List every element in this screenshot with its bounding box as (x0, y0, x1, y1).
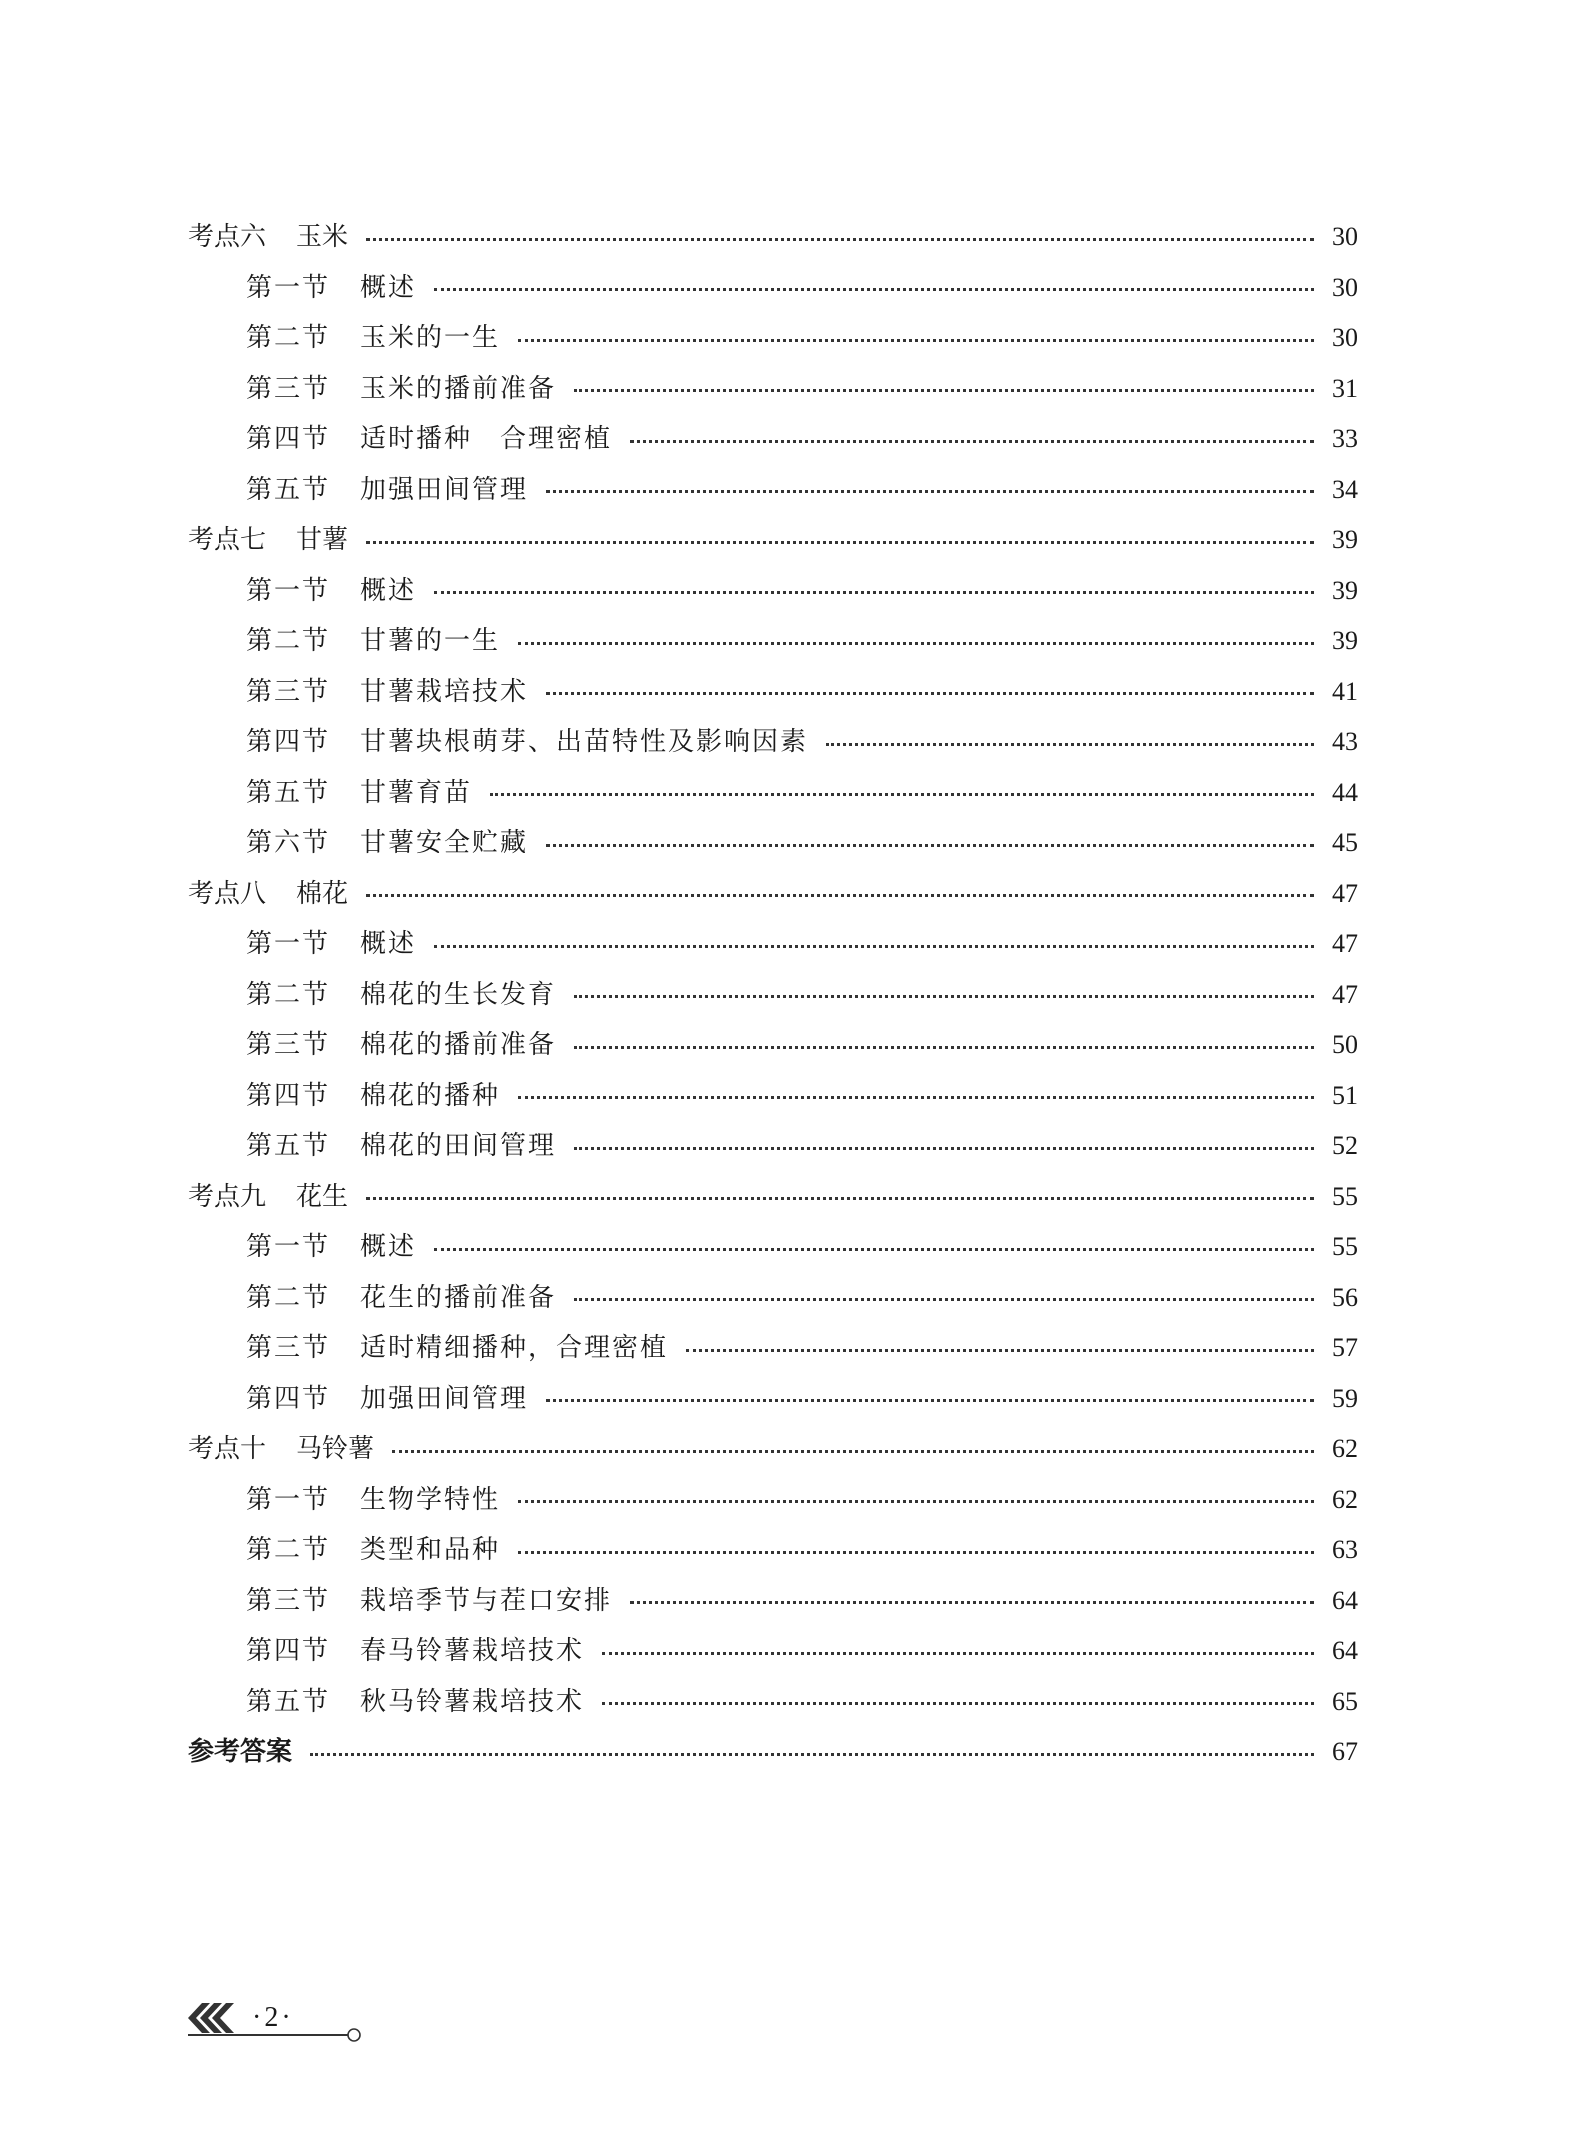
toc-page-number: 41 (1332, 676, 1358, 706)
toc-entry-title: 加强田间管理 (360, 1383, 529, 1414)
toc-entry-title: 花生的播前准备 (360, 1282, 557, 1313)
toc-entry-title: 加强田间管理 (360, 474, 529, 505)
toc-section-row[interactable] (188, 1020, 1358, 1071)
dot-leader (546, 692, 1314, 695)
toc-section-row[interactable] (188, 1576, 1358, 1627)
toc-entry-title: 马铃薯 (296, 1434, 375, 1465)
dot-leader (366, 894, 1314, 897)
toc-entry-title: 甘薯块根萌芽、出苗特性及影响因素 (360, 727, 809, 758)
toc-entry-number: 第四节 (246, 424, 331, 455)
dot-leader (366, 1197, 1314, 1200)
toc-section-row[interactable] (188, 768, 1358, 819)
toc-page-number: 39 (1332, 626, 1358, 656)
toc-entry-number: 第四节 (246, 1080, 331, 1111)
toc-chapter-row[interactable] (188, 212, 1358, 263)
dot-leader (546, 1399, 1314, 1402)
toc-section-row[interactable] (188, 313, 1358, 364)
toc-entry-title: 概述 (360, 929, 417, 960)
dot-leader (518, 339, 1314, 342)
toc-section-row[interactable] (188, 1475, 1358, 1526)
toc-entry-title: 概述 (360, 272, 417, 303)
toc-page-number: 44 (1332, 777, 1358, 807)
toc-section-row[interactable] (188, 1626, 1358, 1677)
toc-section-row[interactable] (188, 970, 1358, 1021)
toc-section-row[interactable] (188, 1374, 1358, 1425)
toc-entry-title: 甘薯安全贮藏 (360, 828, 529, 859)
toc-page-number: 57 (1332, 1333, 1358, 1363)
toc-section-row[interactable] (188, 364, 1358, 415)
toc-page-number: 47 (1332, 979, 1358, 1009)
toc-page-number: 67 (1332, 1737, 1358, 1767)
toc-entry-number: 第四节 (246, 727, 331, 758)
toc-entry-number: 第五节 (246, 1686, 331, 1717)
toc-section-row[interactable] (188, 1677, 1358, 1728)
toc-page-number: 43 (1332, 727, 1358, 757)
toc-entry-title: 秋马铃薯栽培技术 (360, 1686, 585, 1717)
page-footer (188, 1998, 294, 2038)
toc-page-number: 56 (1332, 1282, 1358, 1312)
toc-entry-number: 第六节 (246, 828, 331, 859)
dot-leader (630, 1601, 1314, 1604)
dot-leader (518, 642, 1314, 645)
dot-leader (574, 1147, 1314, 1150)
toc-entry-number: 第二节 (246, 1282, 331, 1313)
toc-entry-number: 第二节 (246, 626, 331, 657)
toc-entry-number: 第四节 (246, 1636, 331, 1667)
toc-entry-title: 概述 (360, 575, 417, 606)
toc-section-row[interactable] (188, 263, 1358, 314)
dot-leader (574, 1046, 1314, 1049)
toc-entry-number: 第二节 (246, 979, 331, 1010)
toc-entry-number: 第五节 (246, 777, 331, 808)
toc-entry-number: 第三节 (246, 1585, 331, 1616)
dot-leader (518, 1551, 1314, 1554)
dot-leader (686, 1349, 1314, 1352)
toc-entry-title: 生物学特性 (360, 1484, 501, 1515)
toc-page-number: 31 (1332, 373, 1358, 403)
dot-leader (434, 1248, 1314, 1251)
page-number: ·2· (252, 2002, 294, 2033)
toc-section-row[interactable] (188, 1222, 1358, 1273)
toc-entry-number: 考点八 (188, 878, 267, 909)
toc-entry-title: 棉花 (296, 878, 349, 909)
toc-page-number: 55 (1332, 1232, 1358, 1262)
toc-section-row[interactable] (188, 1323, 1358, 1374)
toc-entry-number: 第三节 (246, 676, 331, 707)
toc-page-number: 52 (1332, 1131, 1358, 1161)
dot-leader (546, 490, 1314, 493)
toc-page-number: 33 (1332, 424, 1358, 454)
toc-entry-title: 棉花的播种 (360, 1080, 501, 1111)
toc-entry-number: 考点九 (188, 1181, 267, 1212)
toc-entry-title: 甘薯育苗 (360, 777, 473, 808)
toc-entry-title: 棉花的播前准备 (360, 1030, 557, 1061)
toc-entry-number: 考点七 (188, 525, 267, 556)
toc-entry-number: 第五节 (246, 474, 331, 505)
dot-leader (602, 1702, 1314, 1705)
toc-page-number: 34 (1332, 474, 1358, 504)
toc-entry-number: 第三节 (246, 1030, 331, 1061)
toc-entry-number: 第一节 (246, 1484, 331, 1515)
toc-page-number: 47 (1332, 878, 1358, 908)
toc-chapter-row[interactable] (188, 1172, 1358, 1223)
toc-page-number: 50 (1332, 1030, 1358, 1060)
dot-leader (630, 440, 1314, 443)
toc-section-row[interactable] (188, 1273, 1358, 1324)
dot-leader (392, 1450, 1314, 1453)
toc-entry-number: 考点六 (188, 222, 267, 253)
toc-entry-title: 玉米的播前准备 (360, 373, 557, 404)
toc-section-row[interactable] (188, 566, 1358, 617)
dot-leader (434, 288, 1314, 291)
dot-leader (490, 793, 1314, 796)
dot-leader (366, 238, 1314, 241)
toc-entry-number: 第三节 (246, 1333, 331, 1364)
toc-entry-number: 第一节 (246, 929, 331, 960)
toc-entry-number: 第一节 (246, 272, 331, 303)
toc-page-number: 59 (1332, 1383, 1358, 1413)
toc-section-row[interactable] (188, 1525, 1358, 1576)
toc-entry-title: 概述 (360, 1232, 417, 1263)
dot-leader (434, 591, 1314, 594)
toc-chapter-row[interactable] (188, 869, 1358, 920)
dot-leader (546, 844, 1314, 847)
toc-entry-title: 玉米 (296, 222, 349, 253)
toc-entry-title: 参考答案 (188, 1737, 293, 1768)
toc-page-number: 64 (1332, 1585, 1358, 1615)
toc-page-number: 30 (1332, 323, 1358, 353)
toc-chapter-row[interactable] (188, 515, 1358, 566)
toc-entry-number: 第二节 (246, 323, 331, 354)
toc-entry-number: 第四节 (246, 1383, 331, 1414)
toc-entry-title: 适时精细播种，合理密植 (360, 1333, 669, 1364)
toc-entry-title: 类型和品种 (360, 1535, 501, 1566)
toc-section-row[interactable] (188, 717, 1358, 768)
toc-section-row[interactable] (188, 667, 1358, 718)
toc-entry-title: 栽培季节与茬口安排 (360, 1585, 613, 1616)
toc-page-number: 65 (1332, 1686, 1358, 1716)
toc-page-number: 30 (1332, 272, 1358, 302)
toc-section-row[interactable] (188, 616, 1358, 667)
dot-leader (518, 1096, 1314, 1099)
toc-page-number: 62 (1332, 1434, 1358, 1464)
toc-page-number: 64 (1332, 1636, 1358, 1666)
toc-chapter-row[interactable] (188, 1424, 1358, 1475)
toc-entry-number: 第五节 (246, 1131, 331, 1162)
dot-leader (310, 1753, 1314, 1756)
toc-entry-title: 花生 (296, 1181, 349, 1212)
toc-entry-title: 适时播种 合理密植 (360, 424, 613, 455)
footer-rule (188, 2034, 348, 2036)
toc-entry-title: 甘薯的一生 (360, 626, 501, 657)
toc-entry-number: 第三节 (246, 373, 331, 404)
toc-entry-title: 甘薯 (296, 525, 349, 556)
toc-section-row[interactable] (188, 465, 1358, 516)
toc-section-row[interactable] (188, 414, 1358, 465)
dot-leader (574, 1298, 1314, 1301)
dot-leader (826, 743, 1314, 746)
dot-leader (366, 541, 1314, 544)
toc-entry-number: 第一节 (246, 575, 331, 606)
toc-entry-title: 棉花的生长发育 (360, 979, 557, 1010)
toc-entry-title: 玉米的一生 (360, 323, 501, 354)
toc-page-number: 39 (1332, 525, 1358, 555)
toc-page-number: 55 (1332, 1181, 1358, 1211)
toc-page-number: 30 (1332, 222, 1358, 252)
toc-entry-number: 第一节 (246, 1232, 331, 1263)
toc-section-row[interactable] (188, 818, 1358, 869)
toc-answers-row[interactable] (188, 1727, 1358, 1778)
toc-page-number: 47 (1332, 929, 1358, 959)
toc-section-row[interactable] (188, 1121, 1358, 1172)
toc-page-number: 51 (1332, 1080, 1358, 1110)
toc-page-number: 63 (1332, 1535, 1358, 1565)
toc-entry-title: 春马铃薯栽培技术 (360, 1636, 585, 1667)
toc-section-row[interactable] (188, 919, 1358, 970)
dot-leader (602, 1652, 1314, 1655)
dot-leader (434, 945, 1314, 948)
dot-leader (574, 995, 1314, 998)
chevrons-left-icon (188, 2003, 246, 2033)
dot-leader (574, 389, 1314, 392)
toc-entry-number: 考点十 (188, 1434, 267, 1465)
toc-page-number: 62 (1332, 1484, 1358, 1514)
toc-entry-title: 甘薯栽培技术 (360, 676, 529, 707)
toc-page-number: 45 (1332, 828, 1358, 858)
toc-entry-number: 第二节 (246, 1535, 331, 1566)
table-of-contents (188, 212, 1358, 1778)
toc-entry-title: 棉花的田间管理 (360, 1131, 557, 1162)
dot-leader (518, 1500, 1314, 1503)
ring-icon (346, 2027, 362, 2047)
toc-section-row[interactable] (188, 1071, 1358, 1122)
toc-page-number: 39 (1332, 575, 1358, 605)
